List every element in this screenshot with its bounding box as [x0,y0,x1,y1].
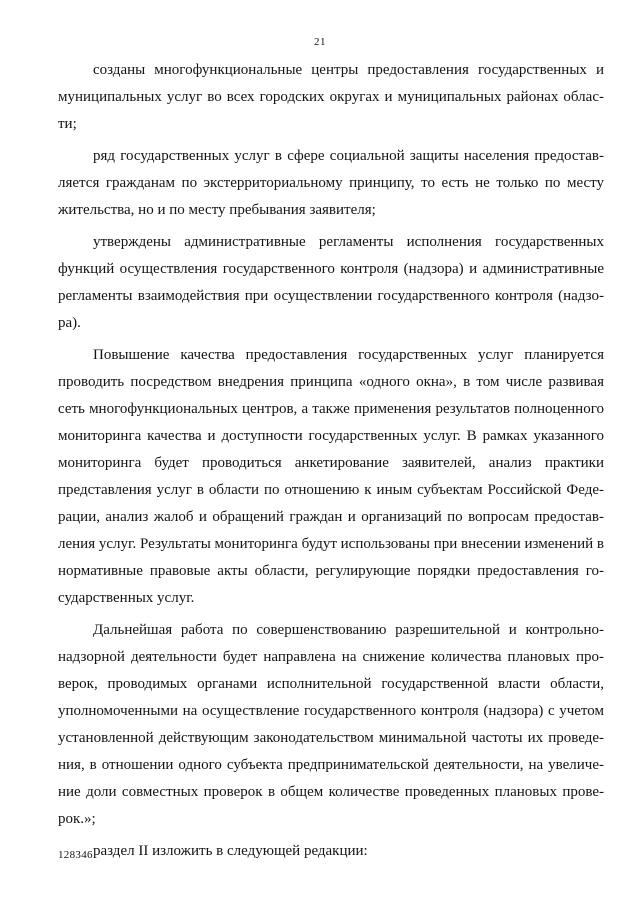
document-code: 128346 [58,849,93,861]
paragraph-extraterritorial-services: ряд государственных услуг в сфере социальной защиты населения предоставляется гражданам по экстерриториальному принципу, то есть не только по месту жительства, но и по месту пребывания заявителя; [58,148,604,218]
page-number: 21 [314,36,326,48]
paragraph-administrative-regulations: утверждены административные регламенты исполнения государственных функций осуществления государственного контроля (надзора) и административные регламенты взаимодействия при осуществлении государственного контроля (надзора). [58,234,604,331]
paragraph-section-two: раздел II изложить в следующей редакции: [93,843,368,859]
document-body [58,57,604,865]
paragraph-mfc-created: созданы многофункциональные центры предоставления государственных и муниципальных услуг во всех городских округах и муниципальных районах области; [58,62,604,132]
paragraph-service-quality: Повышение качества предоставления государственных услуг планируется проводить посредством внедрения принципа «одного окна», в том числе развивая сеть многофункциональных центров, а также применения результатов полноценного мониторинга качества и доступности государственных услуг. В рамках указанного мониторинга будет проводиться анкетирование заявителей, анализ практики представления услуг в области по отношению к иным субъектам Российской Федерации, анализ жалоб и обращений граждан и организаций по вопросам предоставления услуг. Результаты мониторинга будут использованы при внесении изменений в нормативные правовые акты области, регулирующие порядки предоставления государственных услуг. [58,347,604,606]
paragraph-inspections: Дальнейшая работа по совершенствованию разрешительной и контрольно-надзорной деятельности будет направлена на снижение количества плановых проверок, проводимых органами исполнительной государственной власти области, уполномоченными на осуществление государственного контроля (надзора) с учетом установленной действующим законодательством минимальной частоты их проведения, в отношении одного субъекта предпринимательской деятельности, на увеличение доли совместных проверок в общем количестве проведенных плановых проверок.»; [58,622,604,827]
